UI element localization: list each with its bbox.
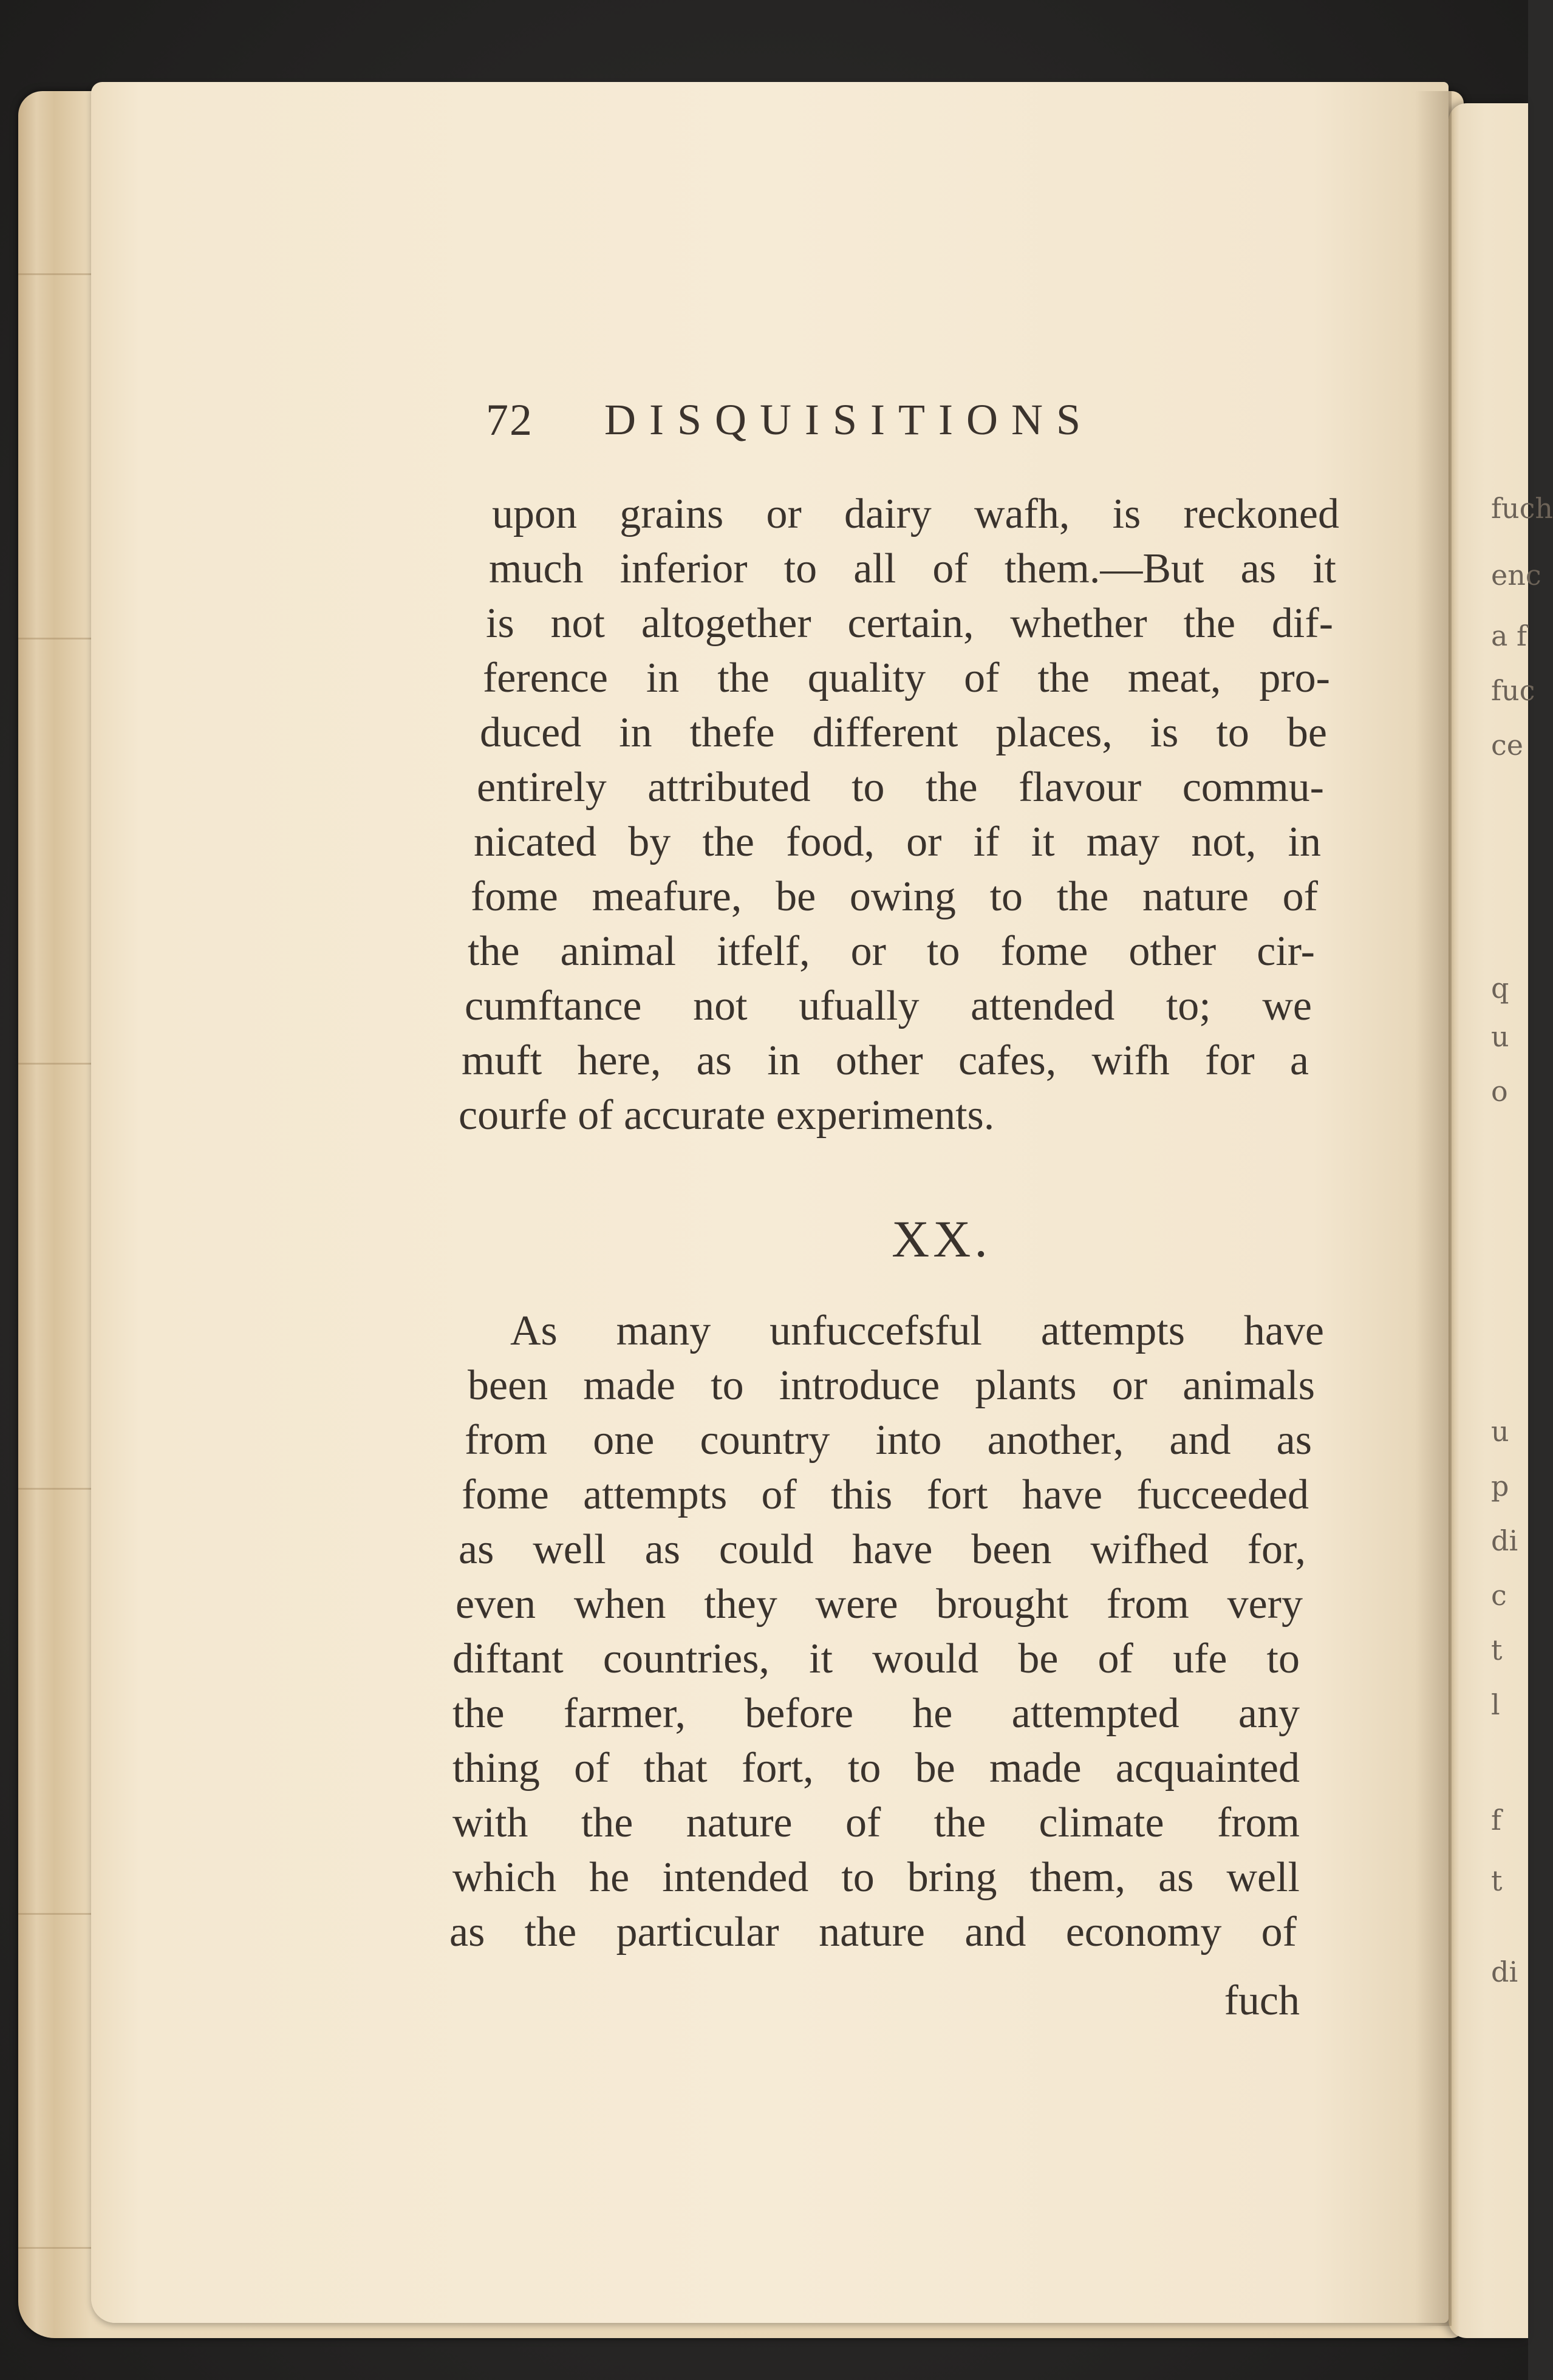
- text-line: which he intended to bring them, as well: [452, 1854, 1300, 1901]
- facing-text-fragment: u: [1491, 1020, 1509, 1053]
- facing-text-fragment: p: [1491, 1470, 1509, 1502]
- text-line: As many unfuccefsful attempts have: [510, 1308, 1324, 1354]
- facing-text-fragment: t: [1491, 1634, 1503, 1666]
- text-line: is not altogether certain, whether the dif-: [486, 600, 1333, 647]
- text-line: the animal itfelf, or to fome other cir-: [468, 928, 1315, 975]
- facing-text-fragment: fuc: [1491, 674, 1535, 707]
- text-line: entirely attributed to the flavour commu-: [477, 764, 1324, 811]
- text-line: ference in the quality of the meat, pro-: [483, 655, 1330, 701]
- text-line: as the particular nature and economy of: [449, 1909, 1297, 1955]
- facing-text-fragment: f: [1491, 1804, 1502, 1836]
- facing-text-fragment: enc: [1491, 559, 1541, 592]
- text-line: cumftance not ufually attended to; we: [465, 983, 1312, 1029]
- text-line: fome meafure, be owing to the nature of: [471, 873, 1318, 920]
- catchword: fuch: [1224, 1977, 1300, 2024]
- text-line: diftant countries, it would be of ufe to: [452, 1635, 1300, 1682]
- text-line: even when they were brought from very: [456, 1581, 1303, 1628]
- facing-text-fragment: l: [1491, 1688, 1500, 1721]
- facing-text-fragment: di: [1491, 1524, 1518, 1557]
- text-line: from one country into another, and as: [465, 1417, 1312, 1464]
- section-heading: XX.: [892, 1210, 991, 1268]
- text-line: as well as could have been wifhed for,: [459, 1526, 1306, 1573]
- text-line: thing of that fort, to be made acquainted: [452, 1745, 1300, 1792]
- facing-text-fragment: a f: [1491, 619, 1527, 652]
- facing-text-fragment: fuch: [1491, 492, 1553, 525]
- text-line: duced in thefe different places, is to be: [480, 709, 1327, 756]
- facing-text-fragment: t: [1491, 1864, 1503, 1897]
- running-head: DISQUISITIONS: [604, 395, 1094, 444]
- facing-text-fragment: u: [1491, 1415, 1509, 1448]
- facing-text-fragment: ce: [1491, 729, 1523, 762]
- text-line: upon grains or dairy wafh, is reckoned: [492, 491, 1339, 537]
- text-line: with the nature of the climate from: [452, 1799, 1300, 1846]
- text-line: courfe of accurate experiments.: [459, 1092, 995, 1139]
- text-line: been made to introduce plants or animals: [468, 1362, 1315, 1409]
- text-line: the farmer, before he attempted any: [452, 1690, 1300, 1737]
- facing-text-fragment: di: [1491, 1955, 1518, 1988]
- text-line: fome attempts of this fort have fucceeded: [462, 1471, 1309, 1518]
- facing-text-fragment: q: [1491, 972, 1509, 1004]
- gutter-shadow: [1415, 91, 1452, 2326]
- book-page: [91, 82, 1449, 2323]
- facing-text-fragment: o: [1491, 1075, 1508, 1108]
- text-line: much inferior to all of them.—But as it: [489, 545, 1336, 592]
- page-number: 72: [486, 395, 533, 445]
- text-line: nicated by the food, or if it may not, in: [474, 819, 1321, 865]
- text-line: muft here, as in other cafes, wifh for a: [462, 1037, 1309, 1084]
- page-header: [486, 395, 1288, 449]
- facing-page-edge: [1449, 103, 1553, 2338]
- facing-text-fragment: c: [1491, 1579, 1507, 1612]
